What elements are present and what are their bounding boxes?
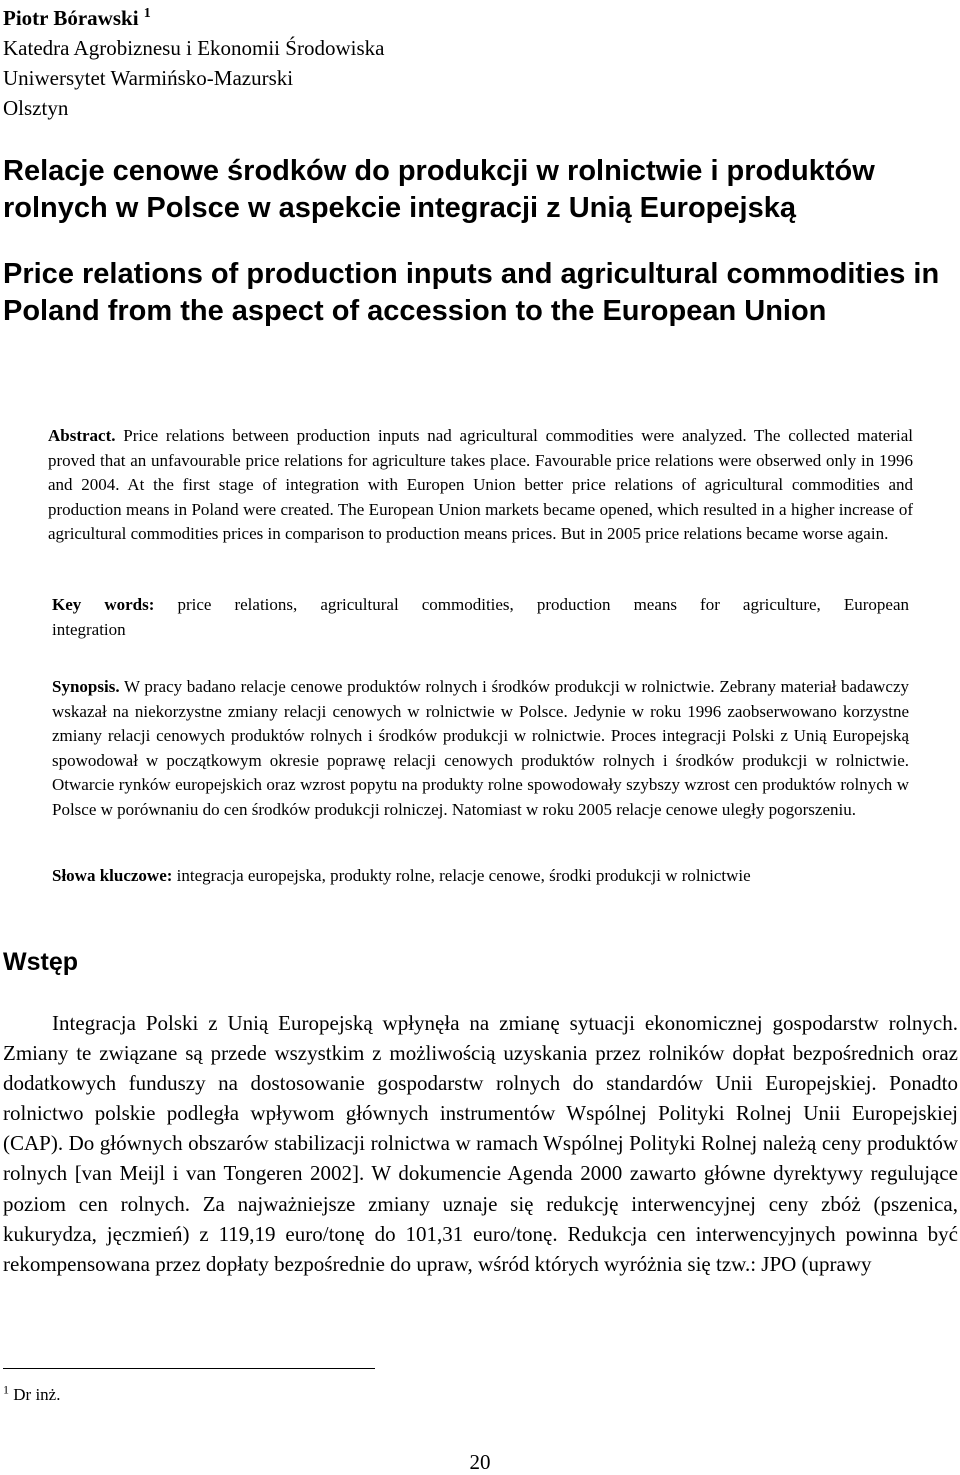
footnote bbox=[3, 1383, 60, 1407]
section-heading-wstep: Wstęp bbox=[3, 948, 78, 976]
author-affiliation-2: Uniwersytet Warmińsko-Mazurski bbox=[3, 66, 294, 90]
page-number: 20 bbox=[469, 1450, 491, 1474]
footnote-text: Dr inż. bbox=[9, 1385, 61, 1404]
footnote-mark: 1 bbox=[3, 1382, 9, 1397]
author-city: Olsztyn bbox=[3, 96, 69, 120]
keywords bbox=[52, 593, 909, 642]
keywords-line-1 bbox=[52, 593, 909, 618]
abstract-text: Price relations between production inputs nad agricultural commodities were analyzed. The collected material proved that an unfavourable price relations for agriculture takes place. Favourable price relations were obserwed only in 1996 and 2004. At the first stage of integration with Europen Union better price relations of agricultural commodities and production means in Poland were created. The European Union markets became opened, which resulted in a higher increase of agricultural commodities prices in comparison to production means prices. But in 2005 price relations became worse again. bbox=[48, 426, 913, 544]
slowa-kluczowe-label: Słowa kluczowe: bbox=[52, 866, 173, 885]
paper-title-english: Price relations of production inputs and agricultural commodities in Poland from the aspect of accession to the European Union bbox=[3, 258, 940, 327]
author-block bbox=[3, 3, 703, 123]
keywords-label: Key words: bbox=[52, 595, 155, 614]
author-name-text: Piotr Bórawski bbox=[3, 6, 139, 30]
synopsis-label: Synopsis. bbox=[52, 677, 120, 696]
abstract bbox=[48, 424, 913, 547]
author-footnote-mark: 1 bbox=[143, 6, 151, 21]
body-paragraph bbox=[3, 1008, 958, 1279]
footnote-separator bbox=[3, 1368, 375, 1369]
author-affiliation-1: Katedra Agrobiznesu i Ekonomii Środowiska bbox=[3, 36, 385, 60]
synopsis bbox=[52, 675, 909, 823]
slowa-kluczowe-text: integracja europejska, produkty rolne, relacje cenowe, środki produkcji w rolnictwie bbox=[172, 866, 751, 885]
keywords-text-1: price relations, agricultural commodities, production means for agriculture, European bbox=[154, 595, 910, 614]
author-name bbox=[3, 3, 703, 33]
keywords-line-2: integration bbox=[52, 619, 126, 639]
slowa-kluczowe bbox=[52, 864, 912, 889]
body-paragraph-text: Integracja Polski z Unią Europejską wpłynęła na zmianę sytuacji ekonomicznej gospodarstw rolnych. Zmiany te związane są przede wszystkim z możliwością uzyskania przez rolników dopłat bezpośrednich oraz dodatkowych funduszy na dostosowanie gospodarstw rolnych do standardów Unii Europejskiej. Ponadto rolnictwo polskie podległa wpływom głównych instrumentów Wspólnej Polityki Rolnej Unii Europejskiej (CAP). Do głównych obszarów stabilizacji rolnictwa w ramach Wspólnej Polityki Rolnej należą ceny produktów rolnych [van Meijl i van Tongeren 2002]. W dokumencie Agenda 2000 zawarto główne dyrektywy regulujące poziom cen rolnych. Za najważniejsze zmiany uznaje się redukcję interwencyjnej ceny zbóż (pszenica, kukurydza, jęczmień) z 119,19 euro/tonę do 101,31 euro/tonę. Redukcja cen interwencyjnych powinna być rekompensowana przez dopłaty bezpośrednie do upraw, wśród których wyróżnia się tzw.: JPO (uprawy bbox=[3, 1011, 958, 1276]
synopsis-text: W pracy badano relacje cenowe produktów rolnych i środków produkcji w rolnictwie. Zebrany materiał badawczy wskazał na niekorzystne zmiany relacji cenowych w rolnictwie w Polsce. Jedynie w roku 1996 zaobserwowano korzystne zmiany relacji cenowych produktów rolnych i środków produkcji w rolnictwie. Proces integracji Polski z Unią Europejską spowodował w początkowym okresie poprawę relacji cenowych produktów rolnych i środków produkcji w rolnictwie. Otwarcie rynków europejskich oraz wzrost popytu na produkty rolne spowodowały szybszy wzrost cen produktów rolnych w Polsce w porównaniu do cen środków produkcji rolniczej. Natomiast w roku 2005 relacje cenowe uległy pogorszeniu. bbox=[52, 677, 909, 819]
abstract-label: Abstract. bbox=[48, 426, 116, 445]
paper-title-polish: Relacje cenowe środków do produkcji w rolnictwie i produktów rolnych w Polsce w aspekcie integracji z Unią Europejską bbox=[3, 155, 875, 224]
